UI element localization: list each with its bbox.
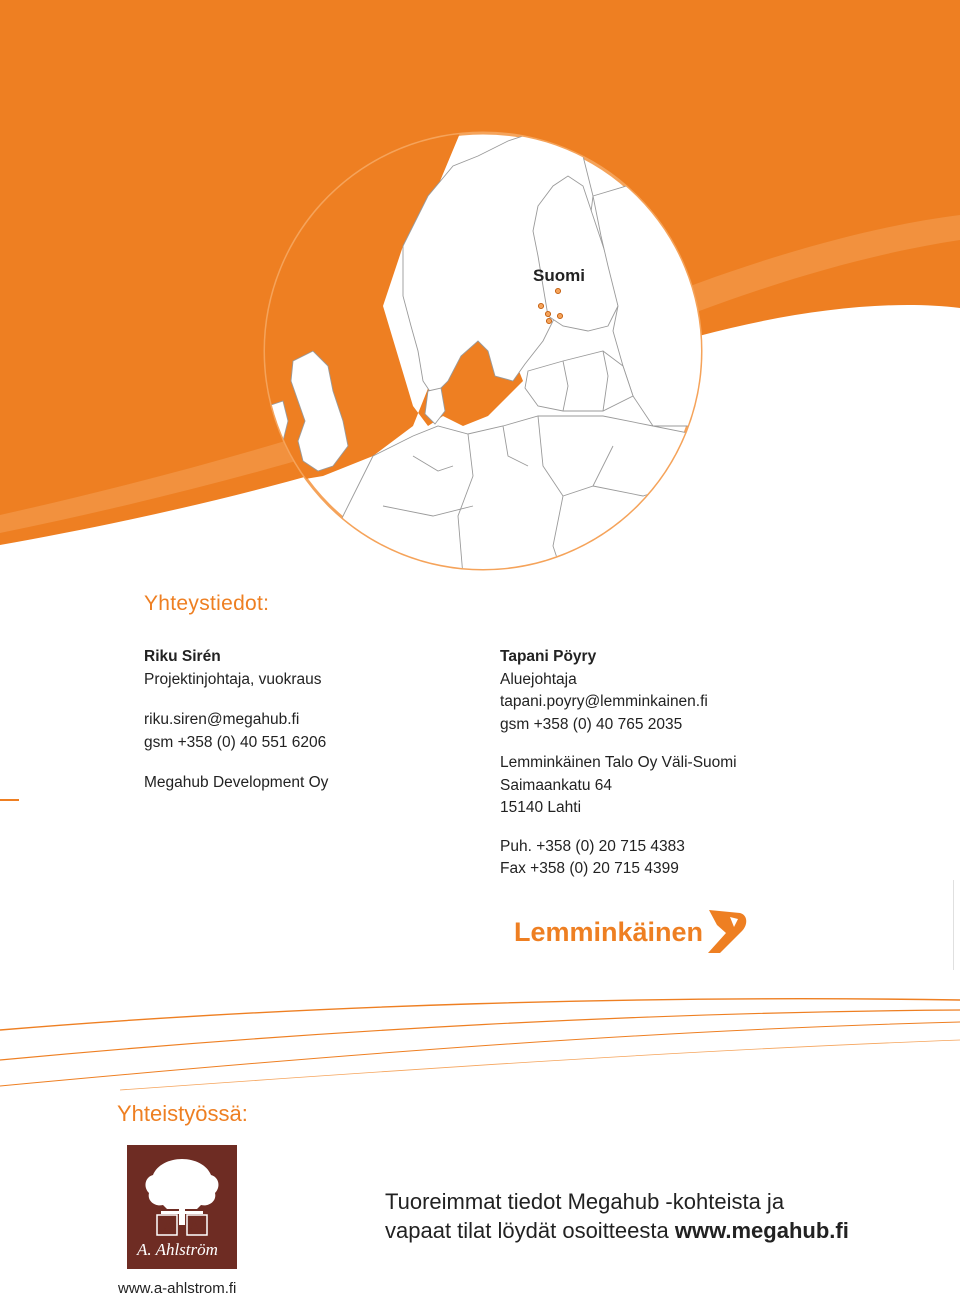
contact-left [144,646,444,795]
right-edge-line [953,880,954,970]
contact-heading: Yhteystiedot: [144,592,270,615]
contact-name: Tapani Pöyry [500,648,597,665]
contact-company: Megahub Development Oy [144,774,329,791]
decor-line-2 [0,1010,960,1060]
contact-title: Projektinjohtaja, vuokraus [144,670,322,688]
tagline-line-2-text: vapaat tilat löydät osoitteesta [385,1218,675,1243]
ahlstrom-logo [127,1145,237,1269]
decor-line-4 [120,1040,960,1090]
megahub-link[interactable]: www.megahub.fi [674,1218,849,1243]
map-label-finland: Suomi [533,266,585,285]
contact-street: Saimaankatu 64 [500,776,613,794]
contact-email[interactable]: tapani.poyry@lemminkainen.fi [500,693,708,710]
cooperation-heading: Yhteistyössä: [117,1101,248,1126]
lemminkainen-logo [512,905,752,965]
contact-city: 15140 Lahti [500,799,582,816]
ahlstrom-logo-text: A. Ahlström [137,1240,218,1259]
ahlstrom-initial-left: A [163,1220,174,1235]
decor-line-3 [0,1022,960,1086]
contact-email[interactable]: riku.siren@megahub.fi [144,711,300,728]
ahlstrom-logo-graphic [127,1145,237,1269]
tagline-line-1: Tuoreimmat tiedot Megahub -kohteista ja [385,1189,785,1214]
decor-line-1 [0,999,960,1030]
contact-title: Aluejohtaja [500,670,577,688]
contact-phone: gsm +358 (0) 40 765 2035 [500,715,683,733]
ahlstrom-url[interactable]: www.a-ahlstrom.fi [118,1280,237,1297]
europe-map [263,126,703,576]
contact-name: Riku Sirén [144,648,221,665]
lemminkainen-logo-text: Lemminkäinen [514,917,704,947]
contact-fax: Fax +358 (0) 20 715 4399 [500,860,679,877]
tagline-line-2 [385,1216,849,1245]
contact-right [500,646,820,881]
contact-tel: Puh. +358 (0) 20 715 4383 [500,837,685,855]
contact-company: Lemminkäinen Talo Oy Väli-Suomi [500,754,737,771]
orange-tick-mark [0,799,19,801]
tagline [385,1187,849,1245]
ahlstrom-initial-right: A [189,1220,200,1235]
contact-phone: gsm +358 (0) 40 551 6206 [144,733,327,751]
